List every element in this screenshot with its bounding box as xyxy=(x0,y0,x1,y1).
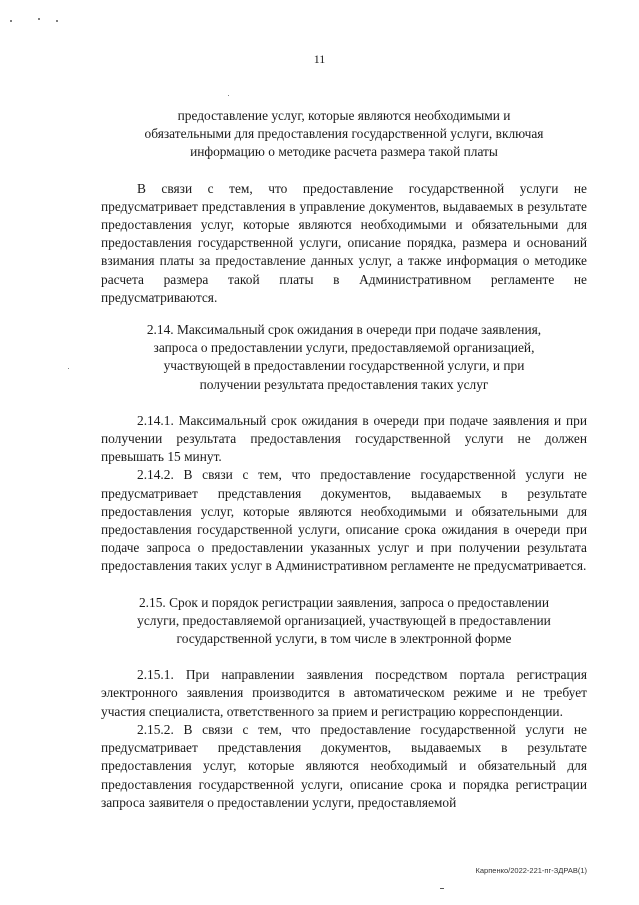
scan-speck xyxy=(10,20,12,22)
scan-speck xyxy=(56,20,58,22)
scan-speck xyxy=(38,18,40,20)
document-body xyxy=(101,107,587,812)
section-heading-fee: предоставление услуг, которые являются необходимыми и обязательными для предоставления государственной услуги, включая информацию о методике расчета размера такой платы xyxy=(144,108,544,160)
paragraph-2-15-2: 2.15.2. В связи с тем, что предоставление государственной услуги не предусматривает представления документов, выдаваемых в результате предоставления услуг, которые являются необходимый и обязательный для предоставления государственной услуги, описание срока и порядка регистрации запроса заявителя о предоставлении услуги, предоставляемой xyxy=(101,721,587,810)
section-heading-2-14: 2.14. Максимальный срок ожидания в очереди при подаче заявления, запроса о предоставлении услуги, предоставляемой организацией, участвующей в предоставлении государственной услуги, и при получении результата предоставления таких услуг xyxy=(146,322,542,392)
section-heading-2-15: 2.15. Срок и порядок регистрации заявления, запроса о предоставлении услуги, предоставляемой организацией, участвующей в предоставлении государственной услуги, в том числе в электронной форме xyxy=(137,594,551,647)
scan-speck xyxy=(440,888,444,889)
document-reference-footer: Карпенко/2022-221-пг-ЗДРАВ(1) xyxy=(475,866,587,875)
scan-speck xyxy=(68,368,69,369)
paragraph-2-14-1: 2.14.1. Максимальный срок ожидания в очереди при подаче заявления и при получении результата предоставления государственной услуги не должен превышать 15 минут. xyxy=(101,412,587,465)
paragraph-fee: В связи с тем, что предоставление государственной услуги не предусматривает представления в управление документов, выдаваемых в результате предоставления услуг, которые являются необходимыми и обязательными для предоставления государственной услуги, описание порядка, размера и оснований взимания платы за предоставление данных услуг, а также информация о методике расчета размера такой платы в Административном регламенте не предусматриваются. xyxy=(101,180,587,305)
page-number: 11 xyxy=(313,52,326,66)
paragraph-2-15-1: 2.15.1. При направлении заявления посредством портала регистрация электронного заявления производится в автоматическом режиме и не требует участия специалиста, ответственного за прием и регистрацию корреспонденции. xyxy=(101,667,587,719)
paragraph-2-14-2: 2.14.2. В связи с тем, что предоставление государственной услуги не предусматривает представления документов, выдаваемых в результате предоставления услуг, которые являются необходимыми и обязательными для предоставления государственной услуги, описание срока ожидания в очереди при подаче запроса о предоставлении указанных услуг и при получении результата предоставления таких услуг в Административном регламенте не предусматривается. xyxy=(101,467,587,574)
scan-speck xyxy=(228,95,229,96)
